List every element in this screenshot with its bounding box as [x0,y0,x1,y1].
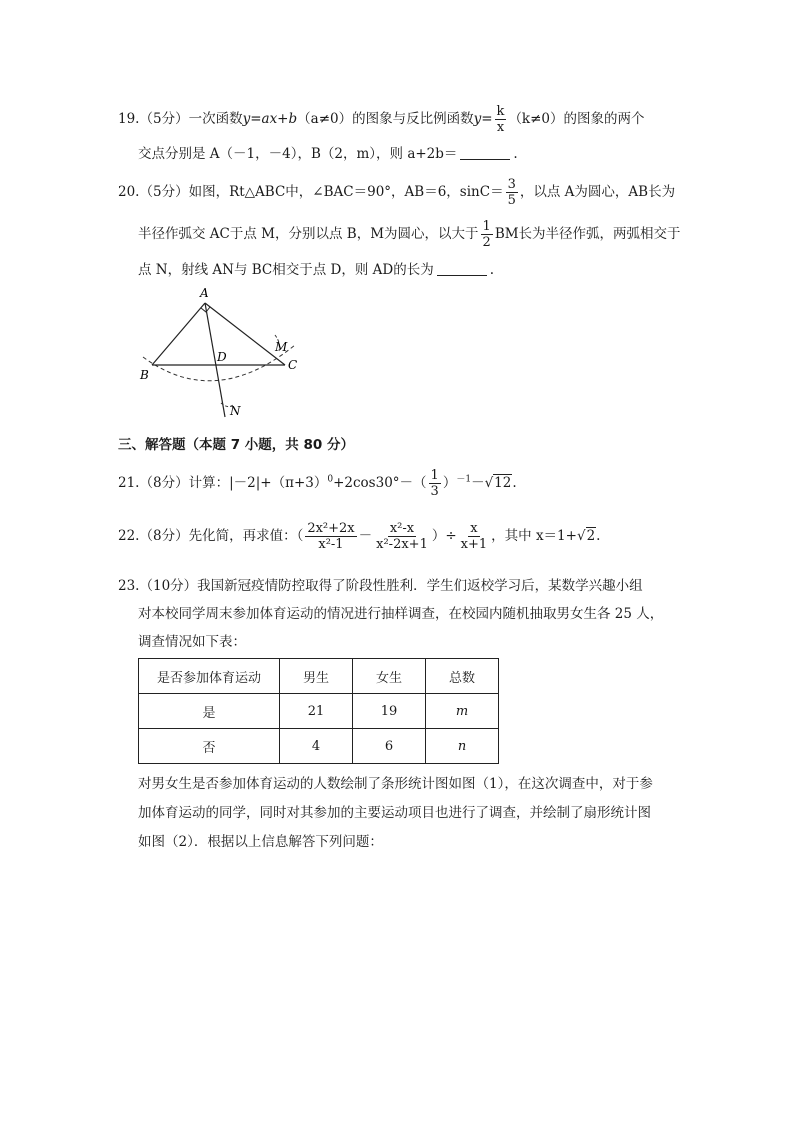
table-row [139,694,499,729]
sqrt-2: 2 [586,528,596,544]
label-a: A [200,286,209,300]
table-cell: 是 [139,694,280,729]
fraction-2: $\frac{\text{x²-x}}{\text{x²-2x+1}}$ [376,521,428,552]
table-cell: 19 [353,694,426,729]
q23-line-3: 调查情况如下表： [138,634,246,650]
table-cell: 否 [139,729,280,764]
table-header: 是否参加体育运动 [139,659,280,694]
section-title: 三、解答题（本题 7 小题，共 80 分） [118,437,354,453]
q23-after-2: 加体育运动的同学，同时对其参加的主要运动项目也进行了调查，并绘制了扇形统计图 [138,805,651,821]
side-ab [152,303,205,365]
label-n: N [230,404,241,418]
answer-blank [460,145,510,160]
answer-blank [437,261,487,276]
table-header: 总数 [426,659,499,694]
q19-line-1: 19.（5分）一次函数y=ax+b（a≠0）的图象与反比例函数y= $\frac{k}{x}$ （k≠0）的图象的两个 [118,104,645,135]
triangle-figure [135,285,305,420]
label-b: B [140,368,149,382]
table-header-row [139,659,499,694]
q21-line: 21.（8分）计算：$|-2|+(\pi+3)^0+2\cos 30^\circ-$（ $\frac{1}{3}$ ）$^{-1}$－√12. [118,468,517,499]
fraction-1-3: $\frac{1}{3}$ [430,468,439,499]
table-header: 女生 [353,659,426,694]
table-cell: 21 [280,694,353,729]
label-d: D [217,350,227,364]
sqrt-12: 12 [494,475,512,491]
q20-line-3: 点 N，射线 AN与 BC相交于点 D，则 AD的长为 . [138,262,495,278]
label-m: M [275,340,288,354]
fraction-k-over-x: $\frac{k}{x}$ [496,104,505,135]
q20-line-2: 半径作弧交 AC于点 M，分别以点 B，M为圆心，以大于 $\frac{1}{2}$ BM长为半径作弧，两弧相交于 [138,219,681,250]
q22-line: 22.（8分）先化简，再求值：（ $\frac{\text{2x²+2x}}{\text{x²-1}}$ － $\frac{\text{x²-x}}{\text{x²-2x+1}}$ ）÷ $\frac{x}{x+1}$ ，其中 x＝1+√2. [118,521,601,552]
fraction-1: $\frac{\text{2x²+2x}}{\text{x²-1}}$ [307,521,355,552]
q23-after-3: 如图（2）．根据以上信息解答下列问题： [138,834,383,850]
table-row [139,729,499,764]
q23-line-1: 23.（10分）我国新冠疫情防控取得了阶段性胜利．学生们返校学习后，某数学兴趣小组 [118,578,643,594]
fraction-3: $\frac{x}{x+1}$ [460,521,488,552]
table-cell: 6 [353,729,426,764]
q23-after-1: 对男女生是否参加体育运动的人数绘制了条形统计图如图（1），在这次调查中，对于参 [138,776,653,792]
fraction-1-2: $\frac{1}{2}$ [482,219,491,250]
table-cell: m [426,694,499,729]
table-cell: n [426,729,499,764]
fraction-3-5: $\frac{3}{5}$ [507,177,516,208]
label-c: C [288,358,298,372]
survey-table [138,658,499,764]
q23-line-2: 对本校同学周末参加体育运动的情况进行抽样调查，在校园内随机抽取男女生各 25 人， [138,606,664,622]
q19-line-2: 交点分别是 A（－1，－4），B（2，m），则 a+2b＝ . [138,146,518,162]
table-header: 男生 [280,659,353,694]
table-cell: 4 [280,729,353,764]
q20-line-1: 20.（5分）如图，Rt△ABC中，∠BAC＝90°，AB＝6，sinC＝ $\frac{3}{5}$ ，以点 A为圆心，AB长为 [118,177,676,208]
